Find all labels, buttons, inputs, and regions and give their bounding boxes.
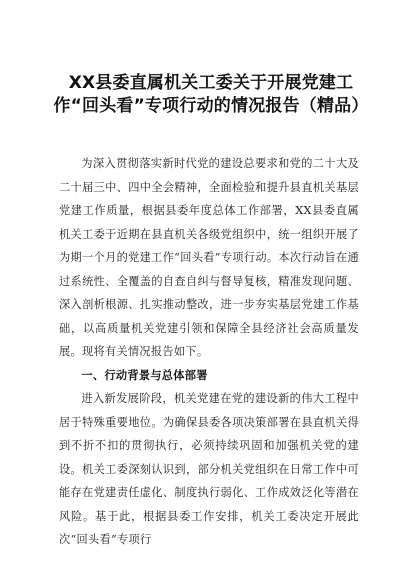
intro-paragraph: 为深入贯彻落实新时代党的建设总要求和党的二十大及二十届三中、四中全会精神，全面检验和提升县直机关基层党建工作质量，根据县委年度总体工作部署，XX县委直属机关工委于近期在县直机关各级党组织中，统一组织开展了为期一个月的党建工作“回头看”专项行动。本次行动旨在通过系统性、全覆盖的自查自纠与督导复核，精准发现问题、深入剖析根源、扎实推动整改，进一步夯实基层党建工作基础，以高质量机关党建引领和保障全县经济社会高质量发展。现将有关情况报告如下。 — [59, 157, 359, 358]
section-heading: 一、行动背景与总体部署 — [81, 368, 208, 382]
document-body — [59, 152, 359, 552]
document-title: XX县委直属机关工委关于开展党建工作“回头看”专项行动的情况报告（精品） — [53, 73, 369, 116]
section-paragraph: 进入新发展阶段，机关党建在党的建设新的伟大工程中居于特殊重要地位。为确保县委各项决策部署在县直机关得到不折不扣的贯彻执行，必须持续巩固和加强机关党的建设。机关工委深刻认识到，部分机关党组织在日常工作中可能存在党建责任虚化、制度执行弱化、工作成效泛化等潜在风险。基于此，根据县委工作安排，机关工委决定开展此次“回头看”专项行 — [59, 392, 359, 546]
